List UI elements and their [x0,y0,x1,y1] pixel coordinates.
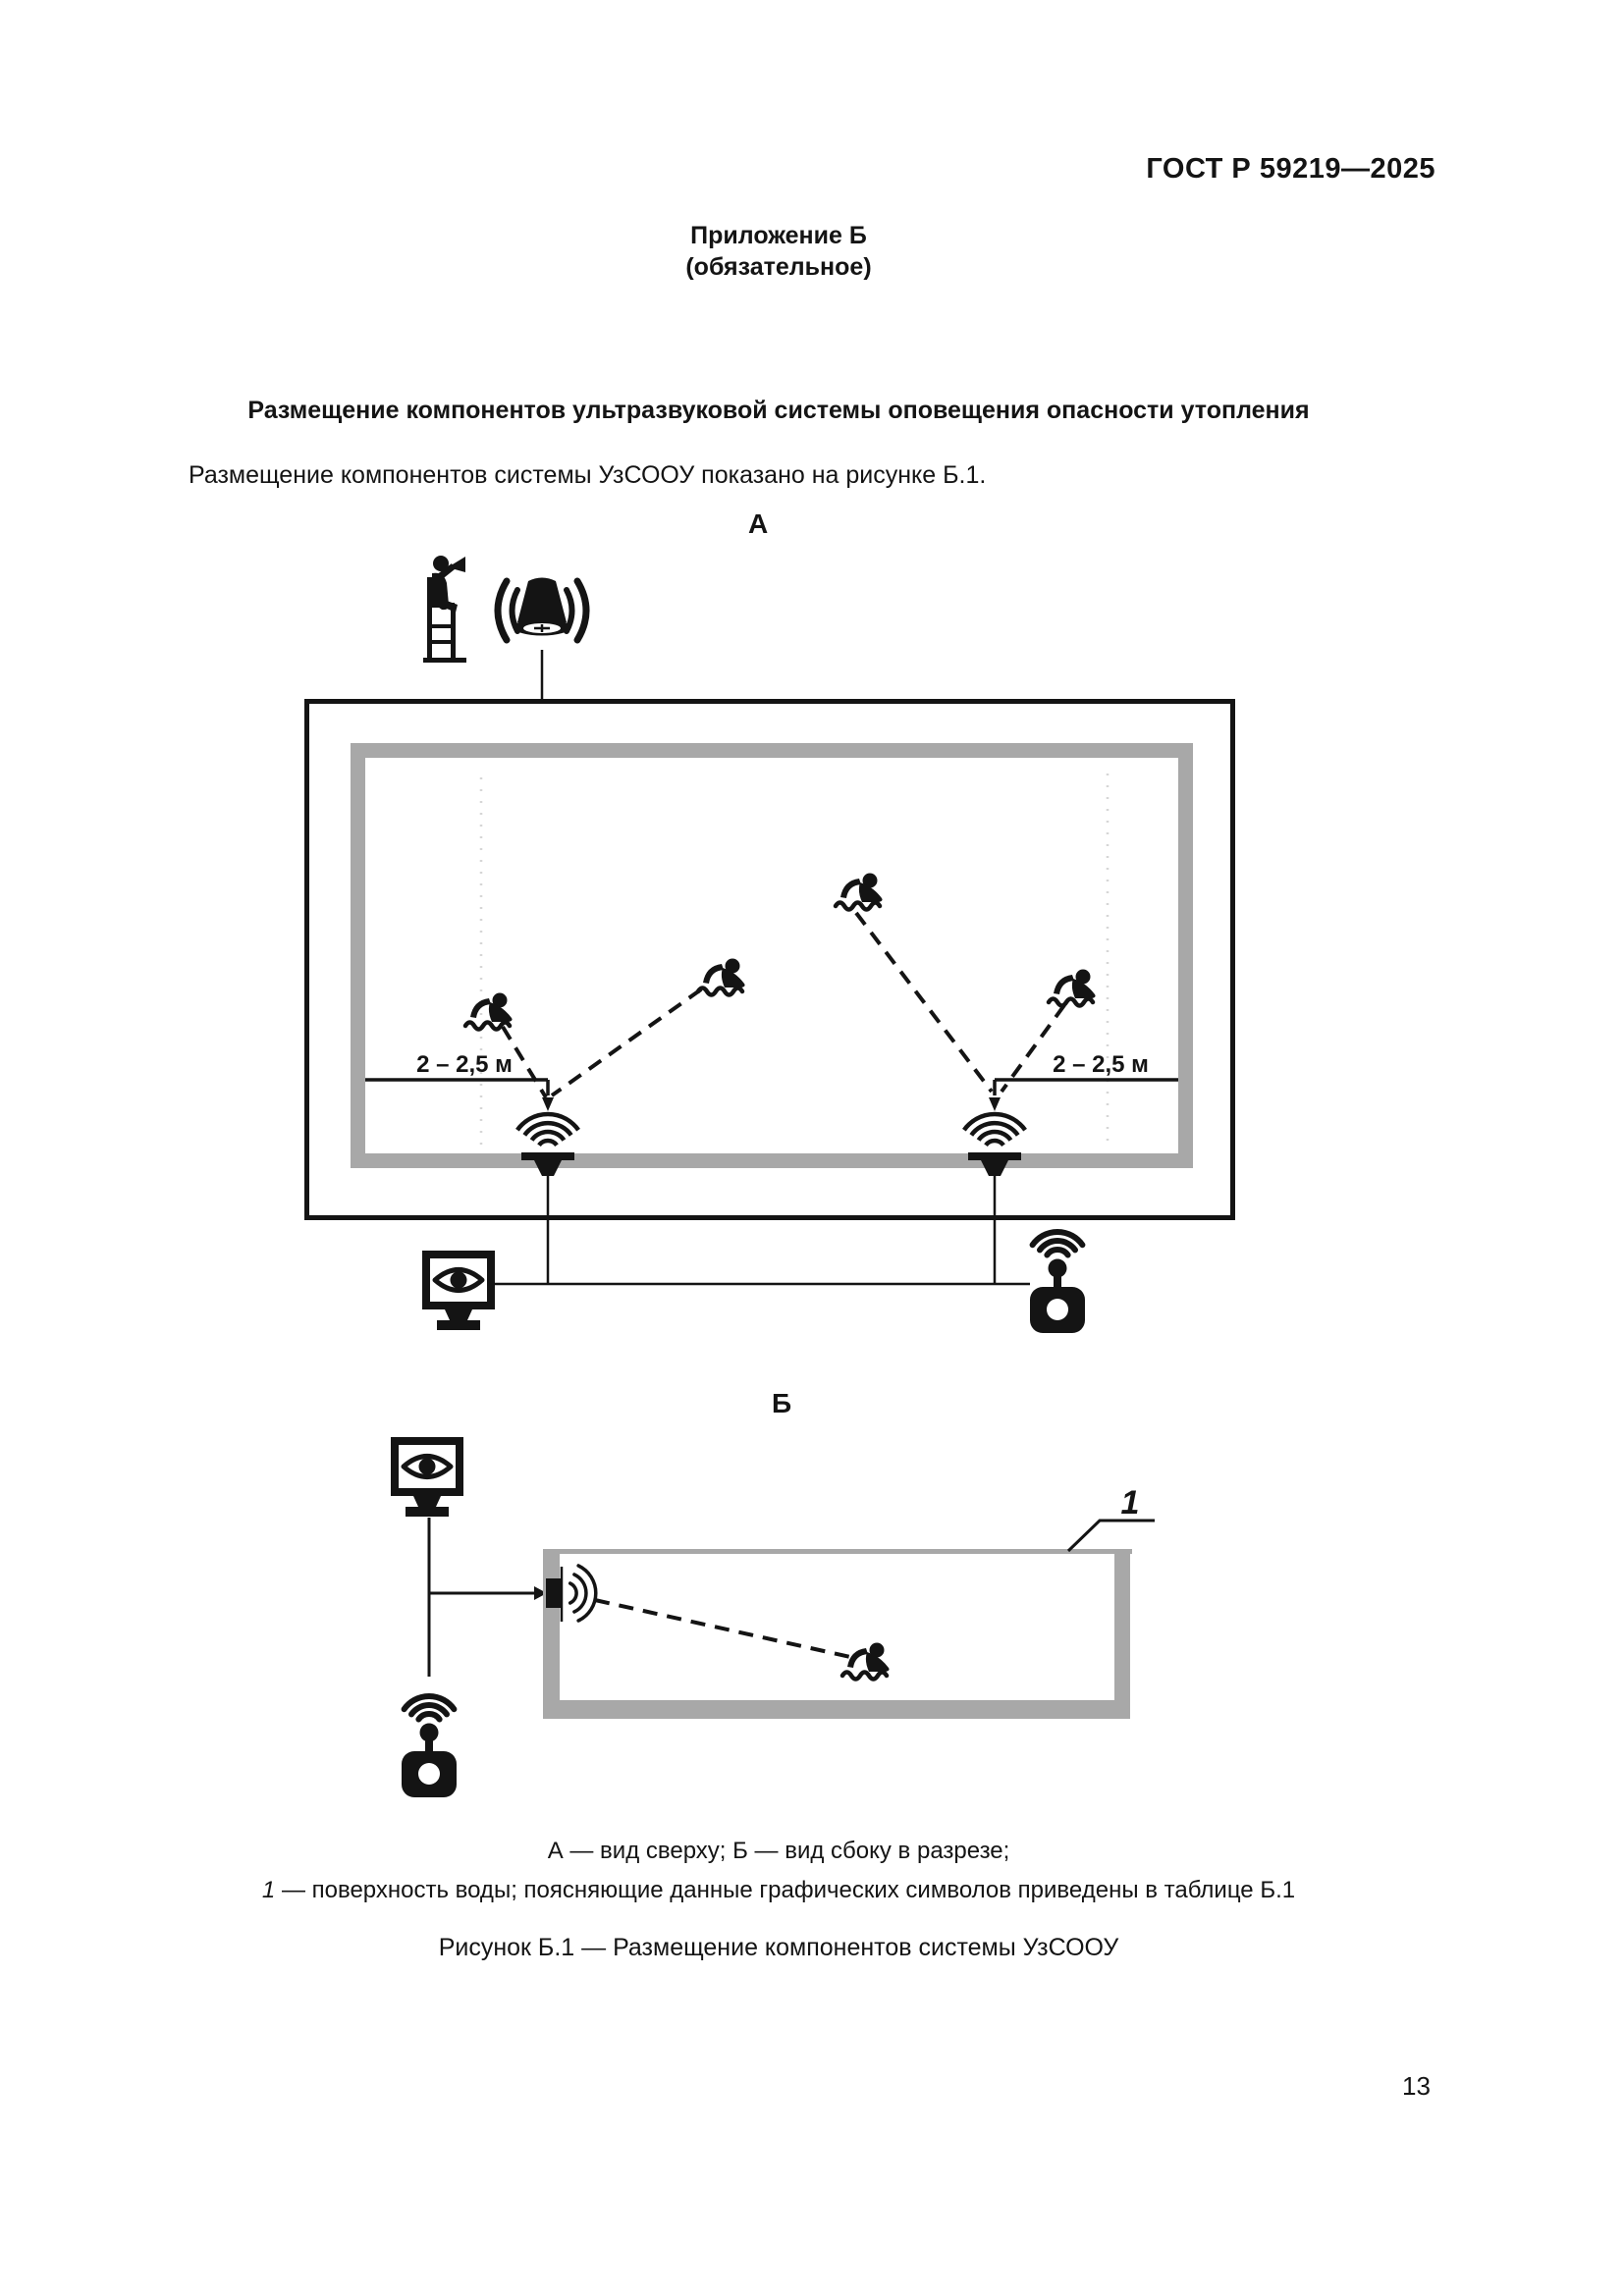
page-number: 13 [1402,2071,1431,2101]
pool-water [365,758,1178,1153]
note-text: — поверхность воды; поясняющие данные графических символов приведены в таблице Б.1 [275,1877,1296,1903]
appendix-label: Приложение Б [690,222,867,249]
appendix-type: (обязательное) [685,253,872,281]
diagram-view-a [295,545,1257,1340]
emitter-waves [570,1566,596,1621]
doc-code: ГОСТ Р 59219—2025 [1146,153,1435,185]
monitor-icon [426,1255,491,1330]
note-caption [0,1877,1557,1904]
distance-label-left: 2 – 2,5 м [416,1051,513,1078]
callout-label: 1 [1120,1484,1140,1522]
lifeguard-icon [423,556,466,663]
section-heading: Размещение компонентов ультразвуковой системы оповещения опасности утопления [247,397,1310,424]
wireless-unit-icon [402,1696,457,1797]
wireless-unit-icon [1030,1232,1085,1333]
view-a-label: А [748,508,769,539]
swimmer-icon [842,1643,890,1680]
diagram-view-b [373,1414,1159,1826]
figure-caption: Рисунок Б.1 — Размещение компонентов системы УзСООУ [438,1934,1119,1961]
ultrasonic-beam [595,1600,850,1657]
views-caption: А — вид сверху; Б — вид сбоку в разрезе; [547,1838,1010,1864]
callout-leader [1068,1521,1155,1551]
monitor-icon [395,1441,460,1517]
view-b-label: Б [772,1388,792,1418]
distance-label-right: 2 – 2,5 м [1053,1051,1149,1078]
note-ref: 1 [261,1877,276,1903]
water-surface-line [543,1549,1132,1554]
siren-icon [498,578,586,641]
ultrasonic-emitter-icon [546,1578,562,1608]
intro-text: Размещение компонентов системы УзСООУ показано на рисунке Б.1. [189,461,987,489]
pool-wall-right [1114,1549,1130,1719]
pool-floor [543,1700,1130,1719]
pool-wall-left [543,1549,560,1719]
